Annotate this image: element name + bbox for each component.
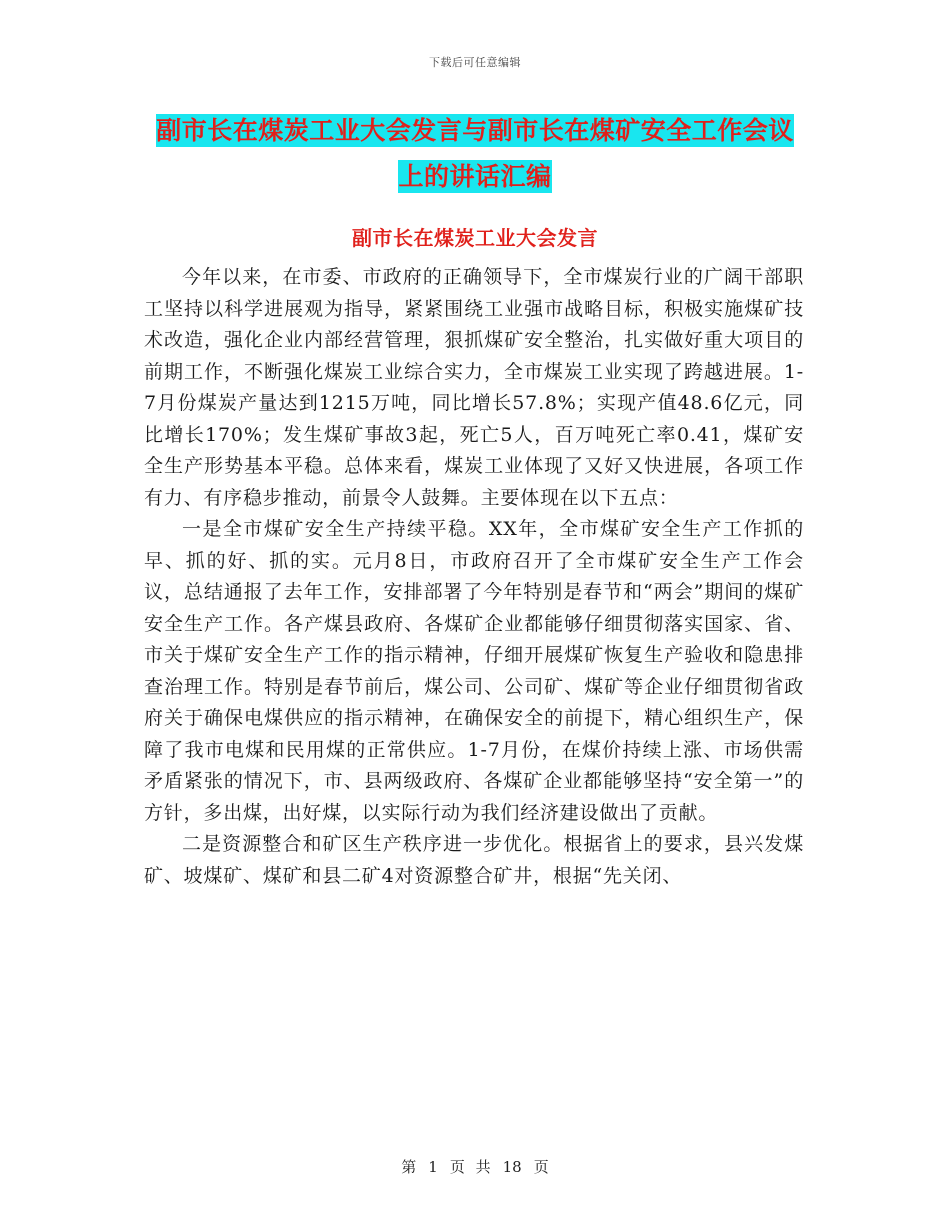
paragraph: 今年以来，在市委、市政府的正确领导下，全市煤炭行业的广阔干部职工坚持以科学进展观为指导，紧紧围绕工业强市战略目标，积极实施煤矿技术改造，强化企业内部经营管理，狠抓煤矿安全整治，扎实做好重大项目的前期工作，不断强化煤炭工业综合实力，全市煤炭工业实现了跨越进展。1-7月份煤炭产量达到1215万吨，同比增长57.8%；实现产值48.6亿元，同比增长170%；发生煤矿事故3起，死亡5人，百万吨死亡率0.41，煤矿安全生产形势基本平稳。总体来看，煤炭工业体现了又好又快进展，各项工作有力、有序稳步推动，前景令人鼓舞。主要体现在以下五点： xyxy=(144,266,804,509)
document-title: 副市长在煤炭工业大会发言与副市长在煤矿安全工作会议上的讲话汇编 xyxy=(156,116,794,191)
page-mid: 页 共 xyxy=(449,1158,491,1176)
paragraph: 一是全市煤矿安全生产持续平稳。XX年，全市煤矿安全生产工作抓的早、抓的好、抓的实。元月8日，市政府召开了全市煤矿安全生产工作会议，总结通报了去年工作，安排部署了今年特别是春节和“两会”期间的煤矿安全生产工作。各产煤县政府、各煤矿企业都能够仔细贯彻落实国家、省、市关于煤矿安全生产工作的指示精神，仔细开展煤矿恢复生产验收和隐患排查治理工作。特别是春节前后，煤公司、公司矿、煤矿等企业仔细贯彻省政府关于确保电煤供应的指示精神，在确保安全的前提下，精心组织生产，保障了我市电煤和民用煤的正常供应。1-7月份，在煤价持续上涨、市场供需矛盾紧张的情况下，市、县两级政府、各煤矿企业都能够坚持“安全第一”的方针，多出煤，出好煤，以实际行动为我们经济建设做出了贡献。 xyxy=(144,518,804,824)
paragraph: 二是资源整合和矿区生产秩序进一步优化。根据省上的要求，县兴发煤矿、坡煤矿、煤矿和县二矿4对资源整合矿井，根据“先关闭、 xyxy=(144,833,804,887)
page-number: 1 xyxy=(428,1158,438,1176)
document-title-block xyxy=(150,108,800,200)
page-footer xyxy=(0,1156,950,1177)
document-body xyxy=(144,262,804,892)
header-note: 下载后可任意编辑 xyxy=(429,56,521,69)
page-total: 18 xyxy=(502,1158,522,1176)
page-prefix: 第 xyxy=(401,1158,417,1176)
section-title: 副市长在煤炭工业大会发言 xyxy=(352,226,598,250)
page-suffix: 页 xyxy=(533,1158,549,1176)
